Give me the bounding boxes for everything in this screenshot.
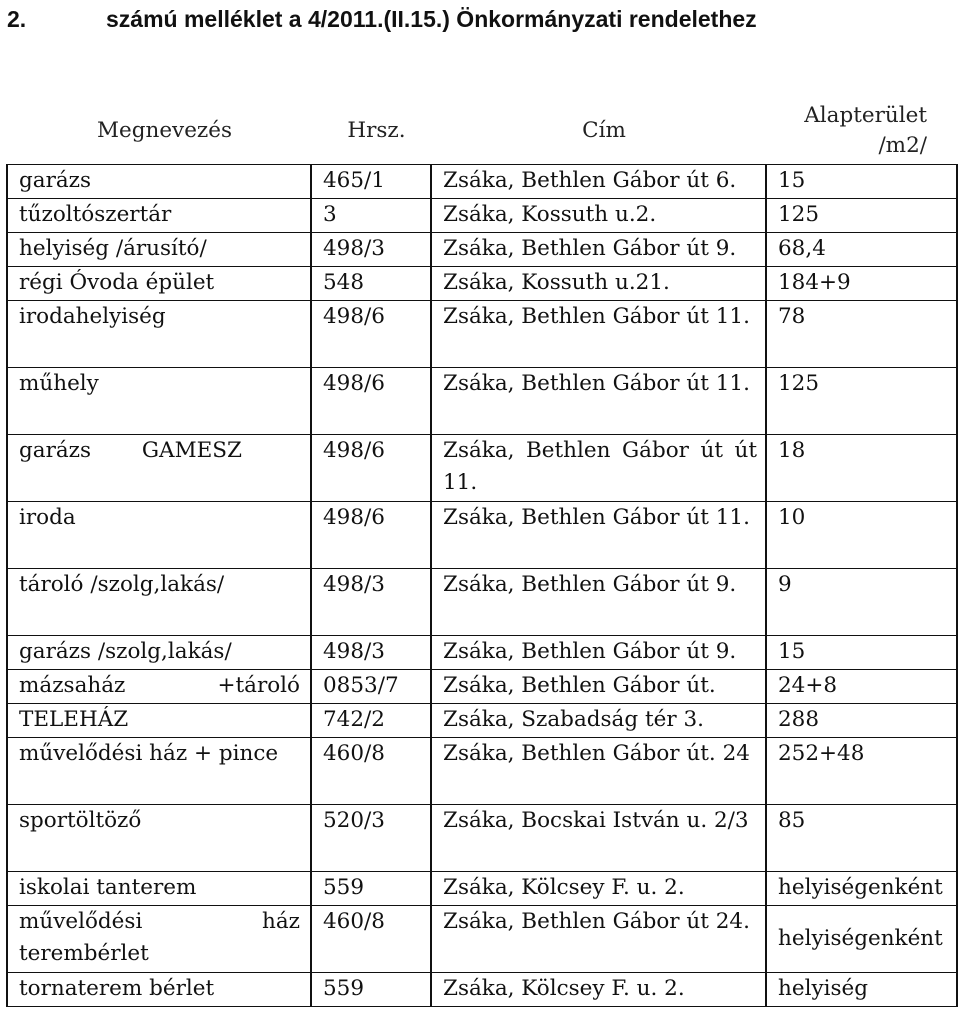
- table-row: [7, 636, 957, 670]
- table-row: [7, 368, 957, 435]
- cell-name: tűzoltószertár: [7, 199, 311, 233]
- cell-area: 85: [766, 805, 957, 872]
- cell-address: Zsáka, Kölcsey F. u. 2.: [431, 872, 766, 906]
- cell-name: tornaterem bérlet: [7, 973, 311, 1007]
- document-heading: [0, 2, 960, 36]
- cell-name: helyiség /árusító/: [7, 233, 311, 267]
- column-header-hrsz: Hrsz.: [347, 118, 406, 143]
- table-row: [7, 872, 957, 906]
- cell-address: Zsáka, Kölcsey F. u. 2.: [431, 973, 766, 1007]
- cell-name: műhely: [7, 368, 311, 435]
- cell-area: 18: [766, 435, 957, 502]
- cell-area: 24+8: [766, 670, 957, 704]
- cell-hrsz: 0853/7: [311, 670, 431, 704]
- table-row: [7, 502, 957, 569]
- cell-name: garázs /szolg,lakás/: [7, 636, 311, 670]
- cell-hrsz: 520/3: [311, 805, 431, 872]
- property-table: [6, 98, 958, 1007]
- cell-address: Zsáka, Bethlen Gábor út 11.: [431, 368, 766, 435]
- cell-name: sportöltöző: [7, 805, 311, 872]
- cell-area: 68,4: [766, 233, 957, 267]
- cell-name: TELEHÁZ: [7, 704, 311, 738]
- appendix-title: számú melléklet a 4/2011.(II.15.) Önkormányzati rendelethez: [106, 6, 757, 32]
- cell-address: Zsáka, Bethlen Gábor út 9.: [431, 569, 766, 636]
- cell-hrsz: 3: [311, 199, 431, 233]
- cell-hrsz: 559: [311, 973, 431, 1007]
- table-header-row: [7, 98, 957, 165]
- table-row: [7, 435, 957, 502]
- cell-address: Zsáka, Bethlen Gábor út 11.: [431, 301, 766, 368]
- cell-address: Zsáka, Bethlen Gábor út 9.: [431, 233, 766, 267]
- cell-area: 252+48: [766, 738, 957, 805]
- cell-name: iskolai tanterem: [7, 872, 311, 906]
- cell-area: 10: [766, 502, 957, 569]
- cell-address: Zsáka, Bethlen Gábor út. 24: [431, 738, 766, 805]
- cell-area: 9: [766, 569, 957, 636]
- cell-name: irodahelyiség: [7, 301, 311, 368]
- appendix-number: 2.: [7, 6, 27, 32]
- table-row: [7, 165, 957, 199]
- cell-area: 15: [766, 165, 957, 199]
- cell-name: tároló /szolg,lakás/: [7, 569, 311, 636]
- cell-area: 78: [766, 301, 957, 368]
- cell-area: 125: [766, 199, 957, 233]
- cell-name: régi Óvoda épület: [7, 267, 311, 301]
- table-row: [7, 569, 957, 636]
- cell-hrsz: 498/3: [311, 636, 431, 670]
- cell-address: Zsáka, Szabadság tér 3.: [431, 704, 766, 738]
- cell-address: Zsáka, Kossuth u.21.: [431, 267, 766, 301]
- cell-hrsz: 498/3: [311, 569, 431, 636]
- table-row: [7, 704, 957, 738]
- cell-hrsz: 559: [311, 872, 431, 906]
- cell-address: Zsáka, Bethlen Gábor út 24.: [431, 906, 766, 973]
- cell-name: művelődési ház terembérlet: [7, 906, 311, 973]
- cell-address: Zsáka, Bocskai István u. 2/3: [431, 805, 766, 872]
- table-row: [7, 906, 957, 973]
- table-row: [7, 233, 957, 267]
- table-row: [7, 973, 957, 1007]
- column-header-name: Megnevezés: [96, 118, 233, 143]
- cell-area: 15: [766, 636, 957, 670]
- column-header-area: Alapterület /m2/: [804, 103, 927, 158]
- cell-address: Zsáka, Bethlen Gábor út 9.: [431, 636, 766, 670]
- cell-name: művelődési ház + pince: [7, 738, 311, 805]
- cell-address: Zsáka, Bethlen Gábor út 6.: [431, 165, 766, 199]
- cell-hrsz: 465/1: [311, 165, 431, 199]
- table-row: [7, 301, 957, 368]
- cell-hrsz: 498/6: [311, 435, 431, 502]
- cell-name: iroda: [7, 502, 311, 569]
- cell-address: Zsáka, Bethlen Gábor út.: [431, 670, 766, 704]
- cell-area: helyiségenként: [766, 906, 957, 973]
- table-row: [7, 738, 957, 805]
- cell-area: helyiségenként: [766, 872, 957, 906]
- column-header-address: Cím: [582, 118, 626, 143]
- cell-area: 288: [766, 704, 957, 738]
- cell-hrsz: 548: [311, 267, 431, 301]
- cell-hrsz: 498/6: [311, 368, 431, 435]
- cell-area: 184+9: [766, 267, 957, 301]
- cell-address: Zsáka, Bethlen Gábor út út 11.: [431, 435, 766, 502]
- table-row: [7, 670, 957, 704]
- cell-name: garázs: [7, 165, 311, 199]
- table-row: [7, 199, 957, 233]
- cell-name: mázsaház +tároló: [7, 670, 311, 704]
- cell-hrsz: 460/8: [311, 738, 431, 805]
- cell-hrsz: 460/8: [311, 906, 431, 973]
- table-row: [7, 805, 957, 872]
- cell-hrsz: 498/3: [311, 233, 431, 267]
- cell-name: garázs GAMESZ: [7, 435, 311, 502]
- cell-area: helyiség: [766, 973, 957, 1007]
- cell-address: Zsáka, Kossuth u.2.: [431, 199, 766, 233]
- table-row: [7, 267, 957, 301]
- cell-address: Zsáka, Bethlen Gábor út 11.: [431, 502, 766, 569]
- cell-hrsz: 498/6: [311, 301, 431, 368]
- cell-hrsz: 742/2: [311, 704, 431, 738]
- cell-hrsz: 498/6: [311, 502, 431, 569]
- cell-area: 125: [766, 368, 957, 435]
